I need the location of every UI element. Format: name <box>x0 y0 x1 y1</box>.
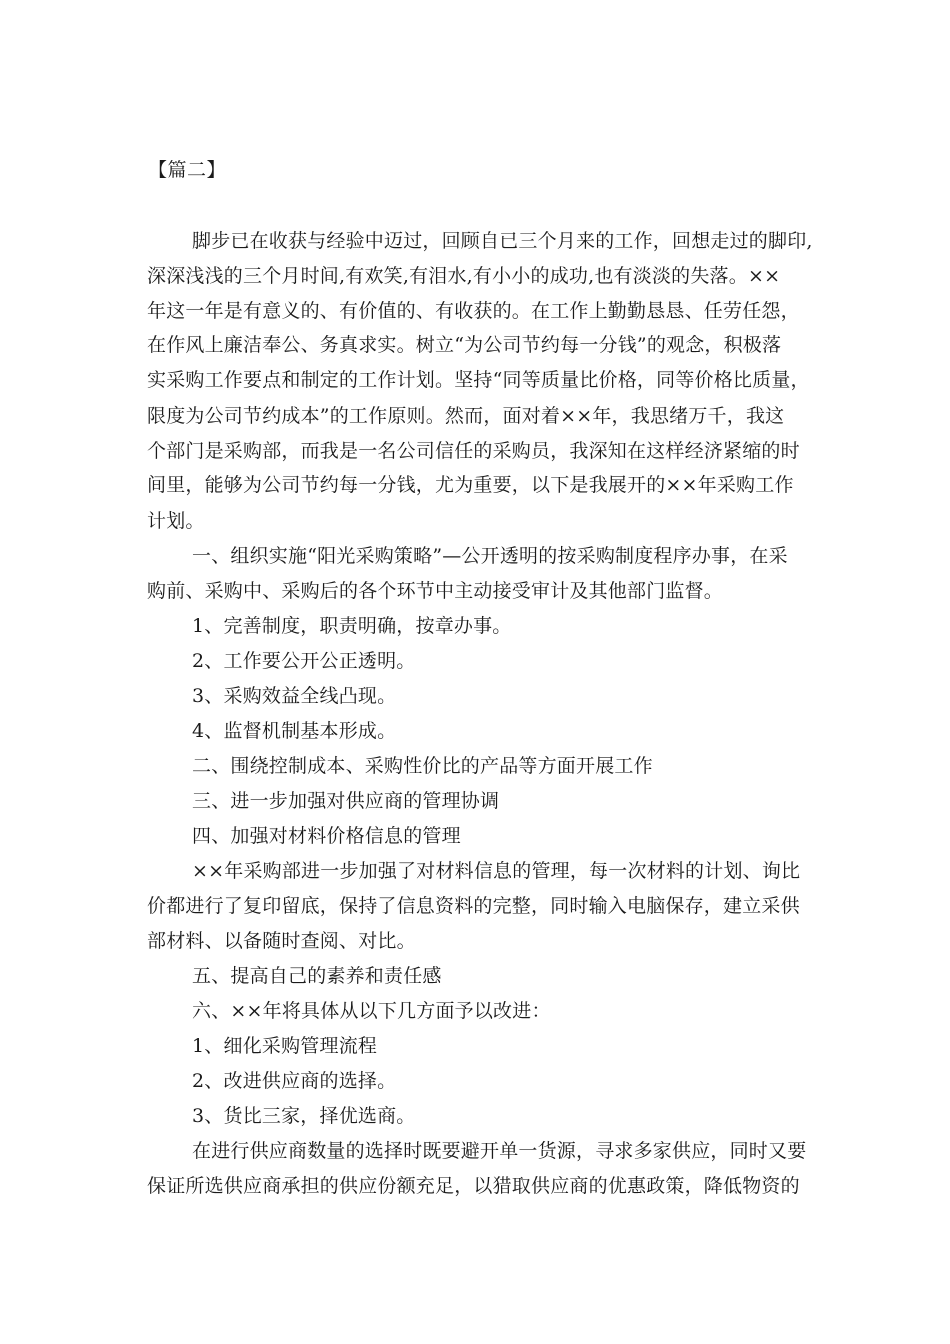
paragraph-line: 购前、采购中、采购后的各个环节中主动接受审计及其他部门监督。 <box>147 580 724 602</box>
section-item: 二、围绕控制成本、采购性价比的产品等方面开展工作 <box>192 755 653 777</box>
paragraph-line: 限度为公司节约成本”的工作原则。然而，面对着××年，我思绪万千，我这 <box>147 405 785 427</box>
paragraph-line: 间里，能够为公司节约每一分钱，尤为重要，以下是我展开的××年采购工作 <box>147 474 794 496</box>
paragraph-line: 一、组织实施“阳光采购策略”—公开透明的按采购制度程序办事，在采 <box>192 545 788 567</box>
paragraph-line: 实采购工作要点和制定的工作计划。坚持“同等质量比价格，同等价格比质量， <box>147 369 810 391</box>
list-item: 3、采购效益全线凸现。 <box>192 685 397 707</box>
paragraph-line: 深深浅浅的三个月时间,有欢笑,有泪水,有小小的成功,也有淡淡的失落。×× <box>147 265 781 287</box>
list-item: 1、完善制度，职责明确，按章办事。 <box>192 615 512 637</box>
section-item: 三、进一步加强对供应商的管理协调 <box>192 790 500 812</box>
paragraph-line: 保证所选供应商承担的供应份额充足，以猎取供应商的优惠政策，降低物资的 <box>147 1175 800 1197</box>
paragraph-line: 部材料、以备随时查阅、对比。 <box>147 930 416 952</box>
list-item: 4、监督机制基本形成。 <box>192 720 397 742</box>
section-item: 四、加强对材料价格信息的管理 <box>192 825 461 847</box>
paragraph-line: 在作风上廉洁奉公、务真求实。树立“为公司节约每一分钱”的观念，积极落 <box>147 334 782 356</box>
paragraph-line: 脚步已在收获与经验中迈过，回顾自已三个月来的工作，回想走过的脚印, <box>192 230 813 252</box>
list-item: 1、细化采购管理流程 <box>192 1035 378 1057</box>
paragraph-line: 价都进行了复印留底，保持了信息资料的完整，同时输入电脑保存，建立采供 <box>147 895 800 917</box>
section-item: 六、××年将具体从以下几方面予以改进： <box>192 1000 551 1022</box>
paragraph-line: 在进行供应商数量的选择时既要避开单一货源，寻求多家供应，同时又要 <box>192 1140 807 1162</box>
paragraph-line: ××年采购部进一步加强了对材料信息的管理，每一次材料的计划、询比 <box>192 860 801 882</box>
paragraph-line: 计划。 <box>147 510 205 532</box>
list-item: 3、货比三家，择优选商。 <box>192 1105 416 1127</box>
section-item: 五、提高自己的素养和责任感 <box>192 965 442 987</box>
list-item: 2、改进供应商的选择。 <box>192 1070 397 1092</box>
paragraph-line: 个部门是采购部，而我是一名公司信任的采购员，我深知在这样经济紧缩的时 <box>147 440 800 462</box>
list-item: 2、工作要公开公正透明。 <box>192 650 416 672</box>
section-heading: 【篇二】 <box>148 159 227 181</box>
paragraph-line: 年这一年是有意义的、有价值的、有收获的。在工作上勤勤恳恳、任劳任怨， <box>147 300 800 322</box>
